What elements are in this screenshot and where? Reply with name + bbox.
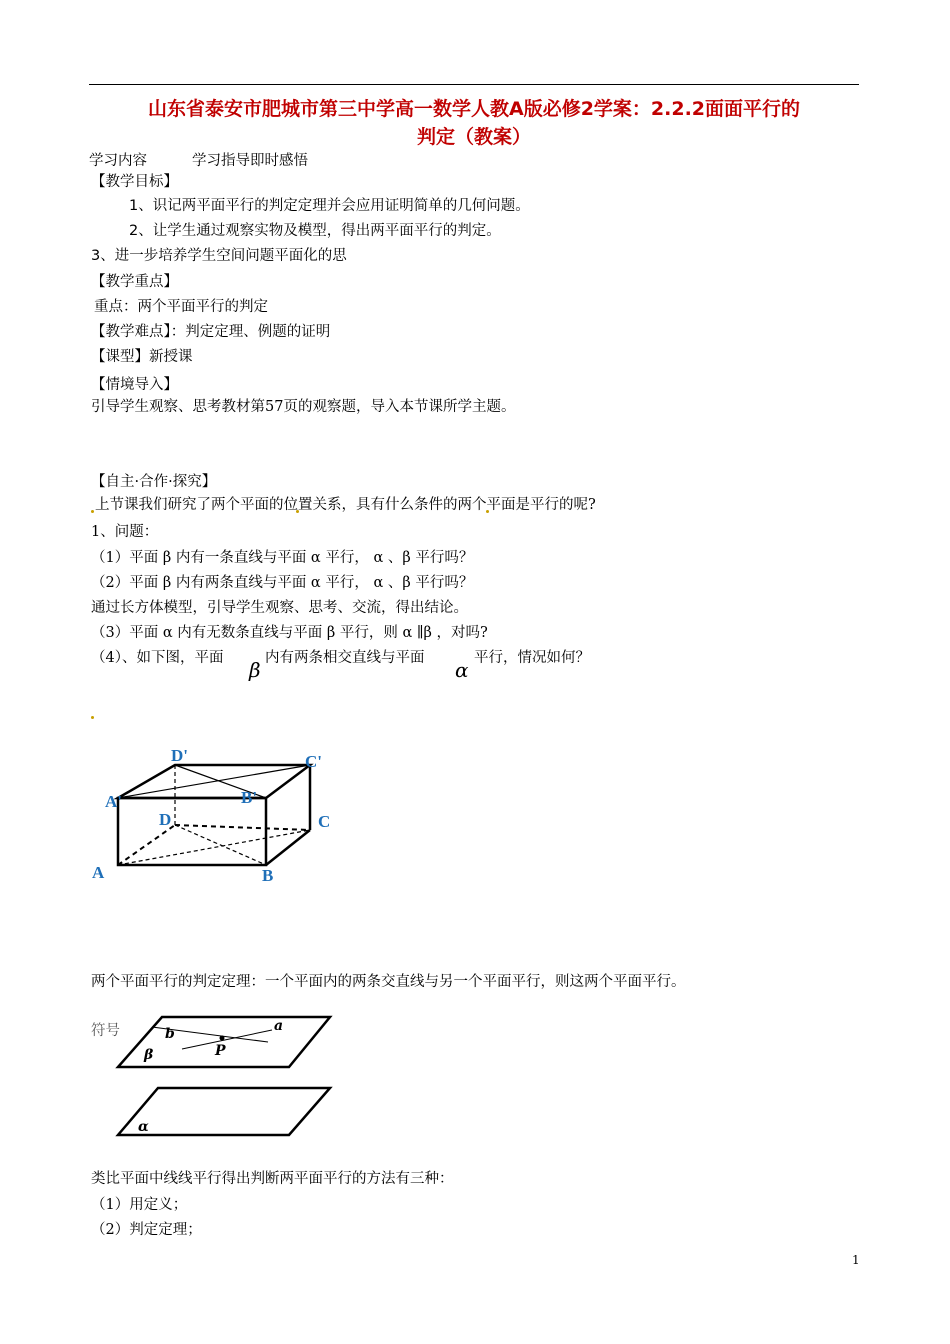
question-1: （1）平面 β 内有一条直线与平面 α 平行， α 、β 平行吗？ bbox=[91, 550, 474, 566]
vertex-label-Bp: B' bbox=[241, 788, 258, 807]
plane-label-alpha: α bbox=[138, 1119, 149, 1135]
method-1: （1）用定义； bbox=[91, 1197, 188, 1213]
anchor-mark bbox=[91, 510, 94, 513]
question-3: （3）平面 α 内有无数条直线与平面 β 平行，则 α ∥β ，对吗? bbox=[91, 625, 488, 641]
vertex-label-A: A bbox=[92, 863, 105, 882]
vertex-label-D: D bbox=[159, 810, 172, 829]
intro-text: 引导学生观察、思考教材第57页的观察题，导入本节课所学主题。 bbox=[91, 399, 516, 415]
question-4-part2: 内有两条相交直线与平面 bbox=[265, 650, 425, 666]
column-header-content: 学习内容 bbox=[89, 153, 147, 169]
intro-heading: 【情境导入】 bbox=[91, 377, 178, 393]
vertex-label-B: B bbox=[262, 866, 274, 885]
document-title-line2: 判定（教案） bbox=[416, 126, 531, 148]
beta-symbol: β bbox=[249, 658, 261, 682]
focus-heading: 【教学重点】 bbox=[91, 274, 178, 290]
plane-label-beta: β bbox=[144, 1047, 154, 1063]
difficulty-text: 【教学难点】：判定定理、例题的证明 bbox=[91, 324, 331, 340]
page-number: 1 bbox=[852, 1253, 860, 1267]
goal-item-3: 3、进一步培养学生空间问题平面化的思 bbox=[91, 248, 347, 264]
explore-heading: 【自主·合作·探究】 bbox=[91, 474, 217, 490]
vertex-label-C: C bbox=[318, 812, 331, 831]
explore-lead: 上节课我们研究了两个平面的位置关系，具有什么条件的两个平面是平行的呢? bbox=[95, 497, 596, 513]
alpha-symbol: α bbox=[455, 658, 469, 682]
question-title: 1、问题： bbox=[91, 524, 159, 540]
vertex-label-Cp: C' bbox=[305, 752, 322, 771]
anchor-mark bbox=[91, 716, 94, 719]
parallel-planes-figure bbox=[110, 1010, 340, 1145]
symbol-label: 符号 bbox=[91, 1023, 120, 1039]
model-text: 通过长方体模型，引导学生观察、思考、交流，得出结论。 bbox=[91, 600, 468, 616]
line-label-a: a bbox=[274, 1018, 284, 1034]
question-4-part3: 平行，情况如何？ bbox=[474, 650, 590, 666]
vertex-label-Dp: D' bbox=[171, 746, 188, 765]
goal-item-2: 2、让学生通过观察实物及模型，得出两平面平行的判定。 bbox=[129, 223, 501, 239]
header-rule bbox=[89, 84, 859, 85]
lesson-type: 【课型】新授课 bbox=[91, 349, 193, 365]
goal-item-1: 1、识记两平面平行的判定定理并会应用证明简单的几何问题。 bbox=[129, 198, 530, 214]
column-header-guide: 学习指导即时感悟 bbox=[192, 153, 308, 169]
focus-text: 重点：两个平面平行的判定 bbox=[94, 299, 268, 315]
methods-lead: 类比平面中线线平行得出判断两平面平行的方法有三种： bbox=[91, 1171, 454, 1187]
question-2: （2）平面 β 内有两条直线与平面 α 平行， α 、β 平行吗？ bbox=[91, 575, 474, 591]
goals-heading: 【教学目标】 bbox=[91, 174, 178, 190]
method-2: （2）判定定理； bbox=[91, 1222, 202, 1238]
vertex-label-Ap: A' bbox=[105, 792, 122, 811]
theorem-text: 两个平面平行的判定定理：一个平面内的两条交直线与另一个平面平行，则这两个平面平行。 bbox=[91, 974, 686, 990]
cuboid-figure bbox=[85, 740, 345, 890]
line-label-b: b bbox=[165, 1026, 175, 1042]
point-label-P: P bbox=[215, 1043, 226, 1059]
document-title-line1: 山东省泰安市肥城市第三中学高一数学人教A版必修2学案：2.2.2面面平行的 bbox=[147, 98, 801, 120]
question-4-part1: （4）、如下图，平面 bbox=[91, 650, 224, 666]
